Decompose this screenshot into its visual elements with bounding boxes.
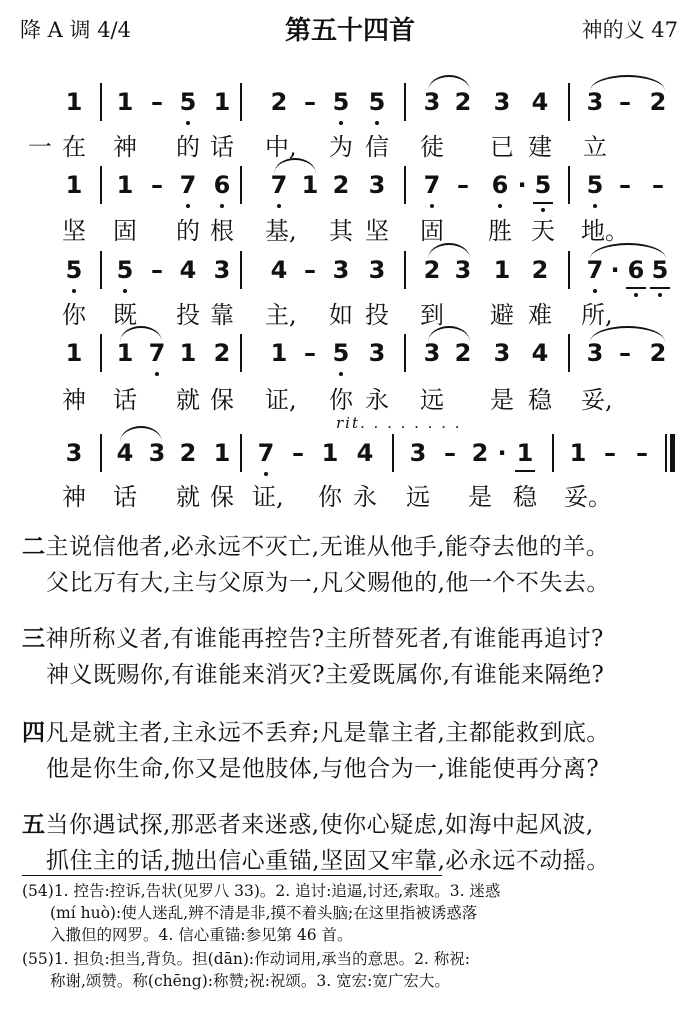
lyric-syllable: 避	[490, 301, 514, 329]
note: 5	[534, 171, 552, 199]
eighth-underline	[515, 470, 535, 472]
note: 5	[651, 256, 669, 284]
note: 2	[270, 88, 288, 116]
octave-dot	[375, 121, 379, 125]
verse-3-line-2: 神义既赐你,有谁能来消灭?主爱既属你,有谁能来隔绝?	[46, 662, 605, 688]
lyric-syllable: 靠	[210, 301, 234, 329]
note: 1	[65, 88, 83, 116]
note: 2	[531, 256, 549, 284]
verse-number: 五	[22, 812, 46, 838]
slur	[120, 426, 162, 442]
bar-line	[568, 251, 570, 289]
key-signature: 降 A 调 4/4	[20, 18, 131, 42]
note: –	[151, 88, 163, 116]
octave-dot	[593, 204, 597, 208]
lyric-syllable: 投	[176, 301, 200, 329]
lyric-syllable: 话	[113, 386, 137, 414]
note: –	[636, 439, 648, 467]
note: 5	[332, 339, 350, 367]
lyric-syllable: 为	[329, 133, 353, 161]
note: 1	[179, 339, 197, 367]
note: 5	[332, 88, 350, 116]
verse-number: 四	[22, 720, 46, 746]
note: 1	[569, 439, 587, 467]
bar-line	[100, 434, 102, 472]
octave-dot	[339, 121, 343, 125]
note: 1	[493, 256, 511, 284]
footnote-line: (54)1. 控告:控诉,告状(见罗八 33)。2. 追讨:追逼,讨还,索取。3. 迷惑	[22, 882, 501, 900]
verse-4-line-1: 四凡是就主者,主永远不丢弃;凡是靠主者,主都能救到底。	[22, 720, 610, 746]
note: 5	[65, 256, 83, 284]
note: 3	[454, 256, 472, 284]
note: 3	[586, 339, 604, 367]
footnote-divider	[22, 875, 442, 876]
note: 5	[586, 171, 604, 199]
note: 4	[531, 88, 549, 116]
octave-dot	[634, 293, 638, 297]
note: 2	[454, 339, 472, 367]
lyric-syllable: 难	[528, 301, 552, 329]
note: 1	[116, 339, 134, 367]
note: 5	[368, 88, 386, 116]
note: 3	[409, 439, 427, 467]
hymn-title: 第五十四首	[284, 16, 415, 46]
lyric-syllable: 到	[420, 301, 444, 329]
lyric-syllable: 话	[210, 133, 234, 161]
octave-dot	[658, 293, 662, 297]
note: 3	[148, 439, 166, 467]
note: 4	[531, 339, 549, 367]
lyric-syllable: 地。	[581, 217, 629, 245]
slur	[428, 75, 470, 91]
lyric-syllable: 主,	[265, 301, 297, 329]
bar-line	[404, 334, 406, 372]
lyric-syllable: 基,	[265, 217, 297, 245]
note: –	[444, 439, 456, 467]
note: 3	[213, 256, 231, 284]
lyric-syllable: 就	[176, 386, 200, 414]
verse-5-line-1: 五当你遇试探,那恶者来迷惑,使你心疑虑,如海中起风波,	[22, 812, 594, 838]
lyric-syllable: 徒	[420, 133, 444, 161]
note: 4	[356, 439, 374, 467]
lyric-syllable: 已	[490, 133, 514, 161]
note: 1	[321, 439, 339, 467]
lyric-syllable: 妥,	[581, 386, 613, 414]
lyric-syllable: 远	[406, 483, 430, 511]
note: 7	[586, 256, 604, 284]
note: 2	[649, 339, 667, 367]
note: 6	[627, 256, 645, 284]
lyric-syllable: 投	[365, 301, 389, 329]
note: 2	[423, 256, 441, 284]
note: –	[151, 171, 163, 199]
bar-line	[568, 166, 570, 204]
bar-line	[404, 83, 406, 121]
lyric-syllable: 固	[113, 217, 137, 245]
bar-line	[568, 334, 570, 372]
lyric-syllable: 所,	[581, 301, 613, 329]
bar-line	[100, 334, 102, 372]
octave-dot	[186, 121, 190, 125]
bar-line	[240, 166, 242, 204]
note: 3	[65, 439, 83, 467]
octave-dot	[72, 289, 76, 293]
verse-2-line-2: 父比万有大,主与父原为一,凡父赐他的,他一个不失去。	[46, 570, 610, 596]
note: ·	[517, 171, 527, 199]
note: 1	[65, 171, 83, 199]
bar-line	[552, 434, 554, 472]
lyric-syllable: 是	[490, 386, 514, 414]
lyric-syllable: 坚	[365, 217, 389, 245]
lyric-syllable: 的	[176, 133, 200, 161]
verse-4-line-2: 他是你生命,你又是他肢体,与他合为一,谁能使再分离?	[46, 756, 600, 782]
lyric-syllable: 如	[329, 301, 353, 329]
lyric-syllable: 神	[62, 386, 86, 414]
bar-line	[568, 83, 570, 121]
lyric-syllable: 稳	[528, 386, 552, 414]
octave-dot	[498, 204, 502, 208]
note: 1	[213, 439, 231, 467]
verse-number: 二	[22, 534, 46, 560]
rit-marking: rit. . . . . . . .	[336, 414, 462, 432]
lyric-syllable: 立	[583, 133, 607, 161]
lyric-syllable: 根	[210, 217, 234, 245]
note: 1	[516, 439, 534, 467]
bar-line	[404, 251, 406, 289]
octave-dot	[186, 204, 190, 208]
lyric-syllable: 证,	[265, 386, 297, 414]
note: ·	[497, 439, 507, 467]
verse-3-line-1: 三神所称义者,有谁能再控告?主所替死者,有谁能再追讨?	[22, 626, 604, 652]
note: –	[292, 439, 304, 467]
footnote-line: 称谢,颂赞。称(chēng):称赞;祝:祝颂。3. 宽宏:宽广宏大。	[50, 972, 450, 990]
note: 7	[423, 171, 441, 199]
note: 5	[179, 88, 197, 116]
note: –	[619, 339, 631, 367]
lyric-syllable: 稳	[513, 483, 537, 511]
octave-dot	[277, 204, 281, 208]
note: 4	[270, 256, 288, 284]
note: 2	[454, 88, 472, 116]
lyric-syllable: 证,	[252, 483, 284, 511]
note: 2	[471, 439, 489, 467]
lyric-syllable: 在	[62, 133, 86, 161]
eighth-underline	[626, 287, 646, 289]
note: –	[151, 256, 163, 284]
lyric-syllable: 是	[468, 483, 492, 511]
note: 3	[332, 256, 350, 284]
note: 1	[270, 339, 288, 367]
note: 1	[65, 339, 83, 367]
lyric-syllable: 保	[210, 483, 234, 511]
note: 7	[270, 171, 288, 199]
lyric-syllable: 神	[113, 133, 137, 161]
bar-line	[100, 251, 102, 289]
note: 4	[116, 439, 134, 467]
note: 1	[213, 88, 231, 116]
lyric-syllable: 建	[528, 133, 552, 161]
note: 2	[179, 439, 197, 467]
lyric-syllable: 中,	[265, 133, 297, 161]
bar-line	[240, 251, 242, 289]
note: 2	[213, 339, 231, 367]
note: –	[457, 171, 469, 199]
octave-dot	[264, 472, 268, 476]
note: 1	[116, 171, 134, 199]
octave-dot	[430, 204, 434, 208]
verse-2-line-1: 二主说信他者,必永远不灭亡,无谁从他手,能夺去他的羊。	[22, 534, 610, 560]
note: 3	[368, 171, 386, 199]
octave-dot	[155, 372, 159, 376]
eighth-underline	[650, 287, 670, 289]
note: ·	[610, 256, 620, 284]
lyric-syllable: 永	[365, 386, 389, 414]
note: 2	[332, 171, 350, 199]
bar-line	[100, 166, 102, 204]
bar-line	[240, 434, 242, 472]
lyric-syllable: 远	[420, 386, 444, 414]
note: 6	[491, 171, 509, 199]
verse-5-line-2: 抓住主的话,抛出信心重锚,坚固又牢靠,必永远不动摇。	[46, 848, 610, 874]
note: –	[652, 171, 664, 199]
octave-dot	[339, 372, 343, 376]
note: –	[304, 339, 316, 367]
lyric-syllable: 其	[329, 217, 353, 245]
octave-dot	[123, 289, 127, 293]
note: –	[604, 439, 616, 467]
bar-line	[404, 166, 406, 204]
note: –	[619, 88, 631, 116]
note: 3	[493, 88, 511, 116]
note: 1	[301, 171, 319, 199]
lyric-syllable: 固	[420, 217, 444, 245]
note: 2	[649, 88, 667, 116]
lyric-syllable: 一	[28, 133, 52, 161]
bar-line	[100, 83, 102, 121]
lyric-syllable: 就	[176, 483, 200, 511]
lyric-syllable: 你	[329, 386, 353, 414]
note: 7	[148, 339, 166, 367]
lyric-syllable: 既	[113, 301, 137, 329]
final-bar-thin	[665, 434, 667, 472]
note: –	[304, 256, 316, 284]
lyric-syllable: 你	[62, 301, 86, 329]
verse-number: 三	[22, 626, 46, 652]
note: 6	[213, 171, 231, 199]
note: 7	[179, 171, 197, 199]
note: 3	[423, 339, 441, 367]
note: 3	[368, 256, 386, 284]
lyric-syllable: 信	[365, 133, 389, 161]
footnote-line: (55)1. 担负:担当,背负。担(dān):作动词用,承当的意思。2. 称祝:	[22, 950, 471, 968]
bar-line	[240, 334, 242, 372]
note: –	[619, 171, 631, 199]
lyric-syllable: 的	[176, 217, 200, 245]
note: 3	[423, 88, 441, 116]
lyric-syllable: 保	[210, 386, 234, 414]
lyric-syllable: 胜	[488, 217, 512, 245]
note: 3	[368, 339, 386, 367]
note: 3	[586, 88, 604, 116]
final-bar-thick	[670, 434, 675, 472]
slur	[590, 75, 665, 91]
lyric-syllable: 坚	[62, 217, 86, 245]
lyric-syllable: 话	[113, 483, 137, 511]
footnote-line: 入撒但的网罗。4. 信心重锚:参见第 46 首。	[50, 926, 353, 944]
hymn-category: 神的义 47	[581, 18, 678, 42]
lyric-syllable: 神	[62, 483, 86, 511]
lyric-syllable: 你	[318, 483, 342, 511]
note: –	[304, 88, 316, 116]
note: 5	[116, 256, 134, 284]
note: 7	[257, 439, 275, 467]
octave-dot	[220, 204, 224, 208]
lyric-syllable: 妥。	[564, 483, 612, 511]
footnote-line: (mí huò):使人迷乱,辨不清是非,摸不着头脑;在这里指被诱惑落	[50, 904, 478, 922]
bar-line	[240, 83, 242, 121]
bar-line	[392, 434, 394, 472]
lyric-syllable: 永	[353, 483, 377, 511]
note: 4	[179, 256, 197, 284]
note: 3	[493, 339, 511, 367]
lyric-syllable: 天	[531, 217, 555, 245]
note: 1	[116, 88, 134, 116]
octave-dot	[593, 289, 597, 293]
eighth-underline	[533, 202, 553, 204]
